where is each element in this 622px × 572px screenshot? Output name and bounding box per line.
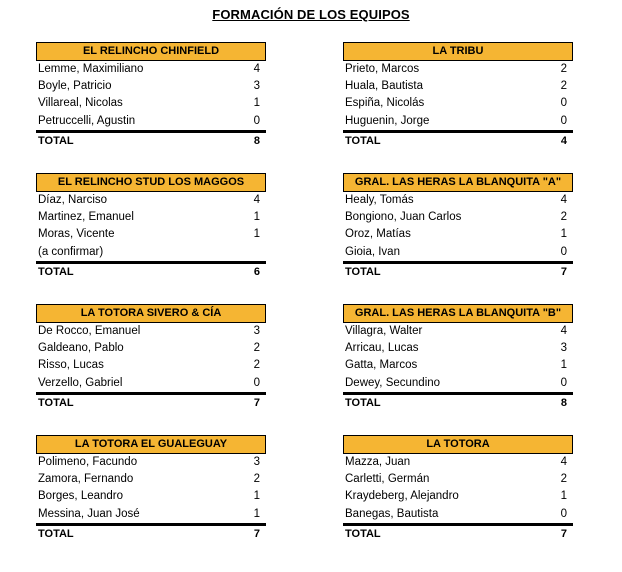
player-row — [36, 95, 266, 112]
team-name-header: LA TOTORA EL GUALEGUAY — [36, 435, 266, 454]
player-row — [36, 471, 266, 488]
player-name: De Rocco, Emanuel — [38, 325, 141, 337]
player-row — [36, 78, 266, 95]
player-points: 3 — [560, 342, 567, 355]
player-points: 1 — [253, 211, 260, 224]
player-points: 1 — [253, 490, 260, 503]
player-name: Galdeano, Pablo — [38, 342, 124, 355]
total-label: TOTAL — [38, 134, 74, 147]
player-row — [343, 95, 573, 112]
team-card — [36, 173, 266, 280]
player-row — [343, 357, 573, 374]
player-name: Verzello, Gabriel — [38, 376, 123, 389]
player-name: Oroz, Matías — [345, 228, 411, 241]
total-value: 7 — [253, 527, 260, 540]
player-row — [343, 192, 573, 209]
total-label: TOTAL — [345, 527, 381, 540]
team-card — [36, 435, 266, 542]
player-name: Villareal, Nicolas — [38, 97, 123, 110]
player-name: Díaz, Narciso — [38, 194, 108, 206]
player-row — [36, 113, 266, 130]
total-value: 8 — [253, 134, 260, 147]
player-name: Villagra, Walter — [345, 325, 423, 337]
player-name: Mazza, Juan — [345, 456, 411, 468]
team-card — [343, 173, 573, 280]
player-name: Zamora, Fernando — [38, 473, 134, 486]
player-row — [36, 192, 266, 209]
player-name: Espiña, Nicolás — [345, 97, 425, 110]
team-card — [343, 304, 573, 411]
total-row — [36, 261, 266, 280]
player-name: Huguenin, Jorge — [345, 114, 430, 127]
player-name: Risso, Lucas — [38, 359, 104, 372]
player-points: 0 — [560, 245, 567, 258]
player-row — [36, 454, 266, 471]
player-points: 4 — [253, 63, 260, 75]
player-points: 4 — [560, 456, 567, 468]
player-name: Carletti, Germán — [345, 473, 430, 486]
player-points: 2 — [560, 473, 567, 486]
player-row — [36, 323, 266, 340]
player-points: 2 — [560, 63, 567, 75]
total-row — [36, 523, 266, 542]
player-points: 1 — [253, 97, 260, 110]
player-name: Prieto, Marcos — [345, 63, 420, 75]
player-row — [343, 454, 573, 471]
player-name: Messina, Juan José — [38, 507, 140, 520]
player-row — [36, 506, 266, 523]
page-title: FORMACIÓN DE LOS EQUIPOS — [212, 7, 410, 22]
player-points: 1 — [253, 507, 260, 520]
player-name: Bongiono, Juan Carlos — [345, 211, 462, 224]
total-value: 6 — [253, 265, 260, 278]
player-points: 3 — [253, 80, 260, 93]
player-row — [36, 209, 266, 226]
team-name-header: LA TRIBU — [343, 42, 573, 61]
player-points: 4 — [560, 194, 567, 206]
total-row — [343, 261, 573, 280]
player-points: 0 — [560, 507, 567, 520]
player-name: Moras, Vicente — [38, 228, 115, 241]
player-points: 4 — [560, 325, 567, 337]
player-row — [36, 488, 266, 505]
team-card — [343, 435, 573, 542]
player-points: 3 — [253, 325, 260, 337]
team-card — [36, 304, 266, 411]
total-value: 7 — [253, 396, 260, 409]
player-points: 1 — [560, 359, 567, 372]
player-points: 1 — [560, 228, 567, 241]
player-name: Borges, Leandro — [38, 490, 124, 503]
player-points: 2 — [560, 211, 567, 224]
team-name-header: LA TOTORA SIVERO & CÍA — [36, 304, 266, 323]
total-row — [343, 392, 573, 411]
player-row — [343, 209, 573, 226]
player-row — [343, 226, 573, 243]
player-points: 1 — [560, 490, 567, 503]
player-row — [36, 375, 266, 392]
player-points: 1 — [253, 228, 260, 241]
total-label: TOTAL — [345, 265, 381, 278]
player-points: 0 — [560, 114, 567, 127]
total-value: 7 — [560, 527, 567, 540]
total-label: TOTAL — [38, 265, 74, 278]
total-value: 8 — [560, 396, 567, 409]
player-name: Lemme, Maximiliano — [38, 63, 144, 75]
player-name: Arricau, Lucas — [345, 342, 419, 355]
player-name: Kraydeberg, Alejandro — [345, 490, 459, 503]
player-name: Polimeno, Facundo — [38, 456, 138, 468]
player-points: 0 — [560, 376, 567, 389]
player-points: 0 — [560, 97, 567, 110]
player-points: 2 — [560, 80, 567, 93]
total-row — [36, 392, 266, 411]
player-row — [343, 488, 573, 505]
player-points: 4 — [253, 194, 260, 206]
team-card — [343, 42, 573, 149]
player-name: Dewey, Secundino — [345, 376, 441, 389]
player-name: (a confirmar) — [38, 245, 104, 258]
player-row — [343, 113, 573, 130]
player-row — [343, 244, 573, 261]
team-name-header: GRAL. LAS HERAS LA BLANQUITA "B" — [343, 304, 573, 323]
team-card — [36, 42, 266, 149]
player-row — [343, 323, 573, 340]
total-label: TOTAL — [345, 396, 381, 409]
total-row — [343, 523, 573, 542]
player-name: Healy, Tomás — [345, 194, 414, 206]
total-row — [343, 130, 573, 149]
player-points: 2 — [253, 473, 260, 486]
player-name: Banegas, Bautista — [345, 507, 439, 520]
player-row — [343, 340, 573, 357]
player-name: Huala, Bautista — [345, 80, 423, 93]
total-row — [36, 130, 266, 149]
player-row — [36, 226, 266, 243]
player-row — [343, 78, 573, 95]
team-name-header: LA TOTORA — [343, 435, 573, 454]
player-points: 0 — [253, 376, 260, 389]
total-label: TOTAL — [38, 396, 74, 409]
player-row — [343, 375, 573, 392]
player-points — [260, 244, 264, 261]
player-row — [36, 61, 266, 78]
total-label: TOTAL — [345, 134, 381, 147]
player-points: 3 — [253, 456, 260, 468]
player-name: Gioia, Ivan — [345, 245, 400, 258]
team-name-header: GRAL. LAS HERAS LA BLANQUITA "A" — [343, 173, 573, 192]
player-name: Petruccelli, Agustin — [38, 114, 136, 127]
total-value: 7 — [560, 265, 567, 278]
player-name: Gatta, Marcos — [345, 359, 418, 372]
player-name: Martinez, Emanuel — [38, 211, 134, 224]
player-name: Boyle, Patricio — [38, 80, 112, 93]
player-row — [36, 357, 266, 374]
player-points: 0 — [253, 114, 260, 127]
player-row — [36, 340, 266, 357]
player-points: 2 — [253, 359, 260, 372]
player-points: 2 — [253, 342, 260, 355]
player-row — [343, 61, 573, 78]
player-row — [343, 506, 573, 523]
player-row — [36, 244, 266, 261]
total-label: TOTAL — [38, 527, 74, 540]
player-row — [343, 471, 573, 488]
total-value: 4 — [560, 134, 567, 147]
team-name-header: EL RELINCHO CHINFIELD — [36, 42, 266, 61]
team-name-header: EL RELINCHO STUD LOS MAGGOS — [36, 173, 266, 192]
